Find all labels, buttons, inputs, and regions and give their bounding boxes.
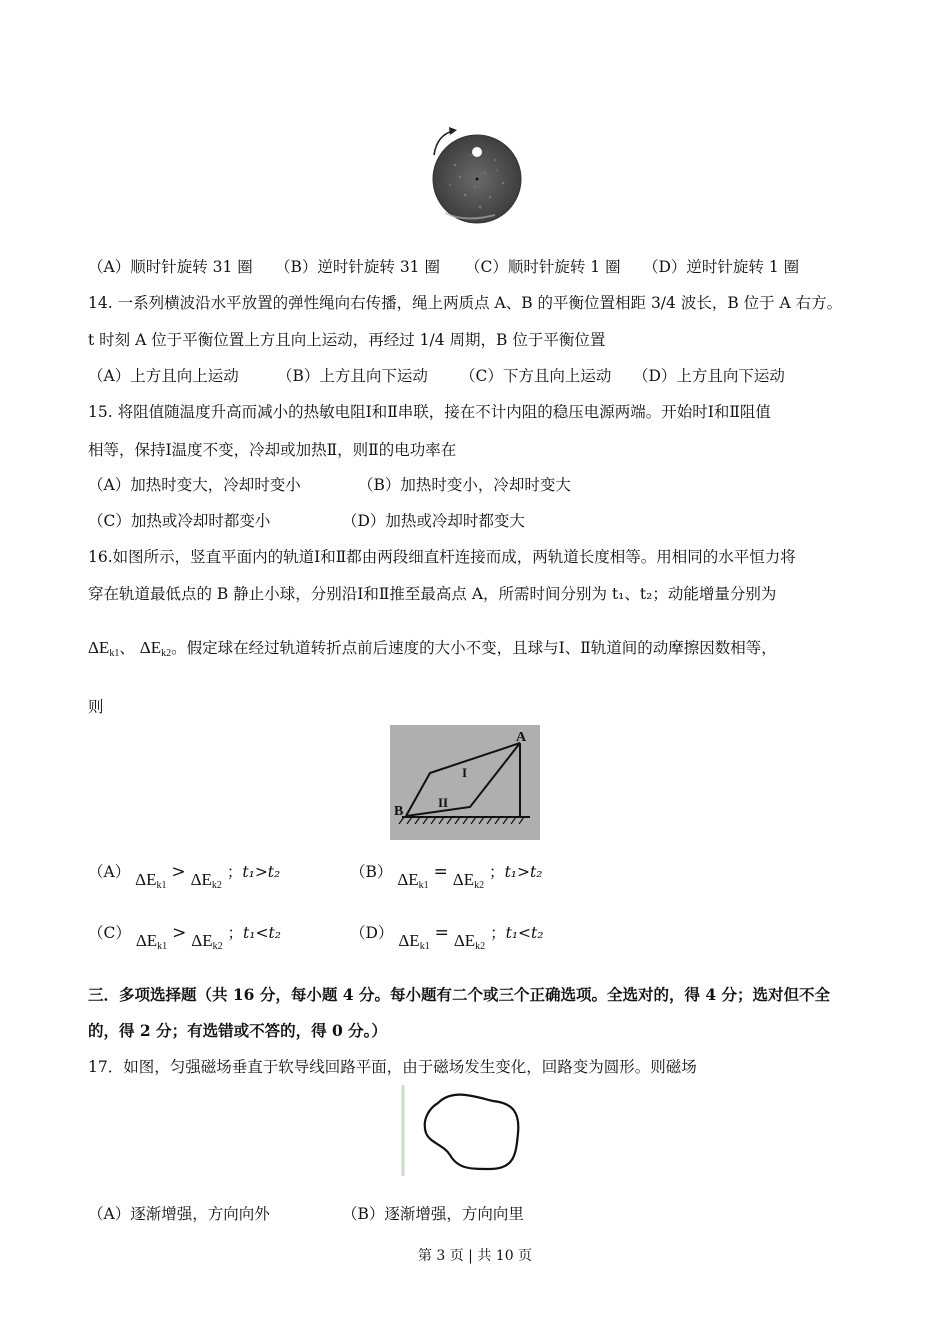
q15-option-d: （D）加热或冷却时都变大	[342, 512, 525, 530]
q13-option-b: （B）逆时针旋转 31 圈	[275, 258, 440, 276]
delta-ek1: $\Delta E_{k1}$	[88, 638, 120, 659]
wire-loop-figure	[398, 1083, 528, 1178]
q13-option-c: （C）顺时针旋转 1 圈	[465, 258, 621, 276]
q15-option-b: （B）加热时变小，冷却时变大	[358, 476, 571, 494]
q14-option-b: （B）上方且向下运动	[277, 367, 428, 385]
q16-stem-line3: $\Delta E_{k1}$、 $\Delta E_{k2}$。假定球在经过轨道转折点前后速度的大小不变，且球与Ⅰ、Ⅱ轨道间的动摩擦因数相等，	[88, 638, 777, 659]
q14-option-a: （A）上方且向上运动	[88, 367, 239, 385]
q13-option-d: （D）逆时针旋转 1 圈	[643, 258, 800, 276]
delta-ek2: $\Delta E_{k2}$	[139, 638, 172, 659]
rotating-disc-figure	[425, 125, 525, 230]
q16-option-b: （B） $\Delta E_{k1} = \Delta E_{k2}$ ；t₁>t₂	[350, 862, 543, 891]
track-label-ii: II	[438, 795, 449, 810]
q13-option-a: （A）顺时针旋转 31 圈	[88, 258, 253, 276]
q14-option-d: （D）上方且向下运动	[633, 367, 785, 385]
track-label-a: A	[516, 730, 527, 745]
q14-stem-line2: t 时刻 A 位于平衡位置上方且向上运动，再经过 1/4 周期，B 位于平衡位置	[88, 331, 606, 349]
q16-stem-line2: 穿在轨道最低点的 B 静止小球，分别沿Ⅰ和Ⅱ推至最高点 A，所需时间分别为 t₁、t₂；动能增量分别为	[88, 585, 777, 603]
q16-option-c: （C） $\Delta E_{k1} > \Delta E_{k2}$ ；t₁<t₂	[88, 923, 281, 952]
section3-heading-line2: 的，得 2 分；有选错或不答的，得 0 分。）	[88, 1021, 387, 1040]
section3-heading-line1: 三．多项选择题（共 16 分，每小题 4 分。每小题有二个或三个正确选项。全选对的，得 4 分；选对但不全	[88, 985, 831, 1004]
q15-stem-line1: 15. 将阻值随温度升高而减小的热敏电阻Ⅰ和Ⅱ串联，接在不计内阻的稳压电源两端。开始时Ⅰ和Ⅱ阻值	[88, 403, 771, 421]
q15-stem-line2: 相等，保持Ⅰ温度不变，冷却或加热Ⅱ，则Ⅱ的电功率在	[88, 441, 457, 459]
track-figure	[390, 725, 540, 840]
q14-stem-line1: 14. 一系列横波沿水平放置的弹性绳向右传播，绳上两质点 A、B 的平衡位置相距 3/4 波长，B 位于 A 右方。	[88, 294, 843, 312]
q16-stem-line4: 则	[88, 698, 104, 716]
q17-stem-line1: 17．如图，匀强磁场垂直于软导线回路平面，由于磁场发生变化，回路变为圆形。则磁场	[88, 1058, 697, 1076]
q17-option-b: （B）逐渐增强，方向向里	[342, 1205, 524, 1223]
q15-option-c: （C）加热或冷却时都变小	[88, 512, 271, 530]
track-label-b: B	[394, 804, 404, 819]
q17-option-a: （A）逐渐增强，方向向外	[88, 1205, 270, 1223]
q16-stem-line1: 16.如图所示，竖直平面内的轨道Ⅰ和Ⅱ都由两段细直杆连接而成，两轨道长度相等。用相同的水平恒力将	[88, 548, 796, 566]
q16-option-a: （A） $\Delta E_{k1} > \Delta E_{k2}$ ；t₁>t₂	[88, 862, 281, 891]
q14-option-c: （C）下方且向上运动	[460, 367, 612, 385]
page-footer: 第 3 页 | 共 10 页	[417, 1248, 533, 1264]
q15-option-a: （A）加热时变大，冷却时变小	[88, 476, 301, 494]
track-label-i: I	[462, 765, 468, 780]
q16-option-d: （D） $\Delta E_{k1} = \Delta E_{k2}$ ；t₁<t₂	[350, 923, 544, 952]
